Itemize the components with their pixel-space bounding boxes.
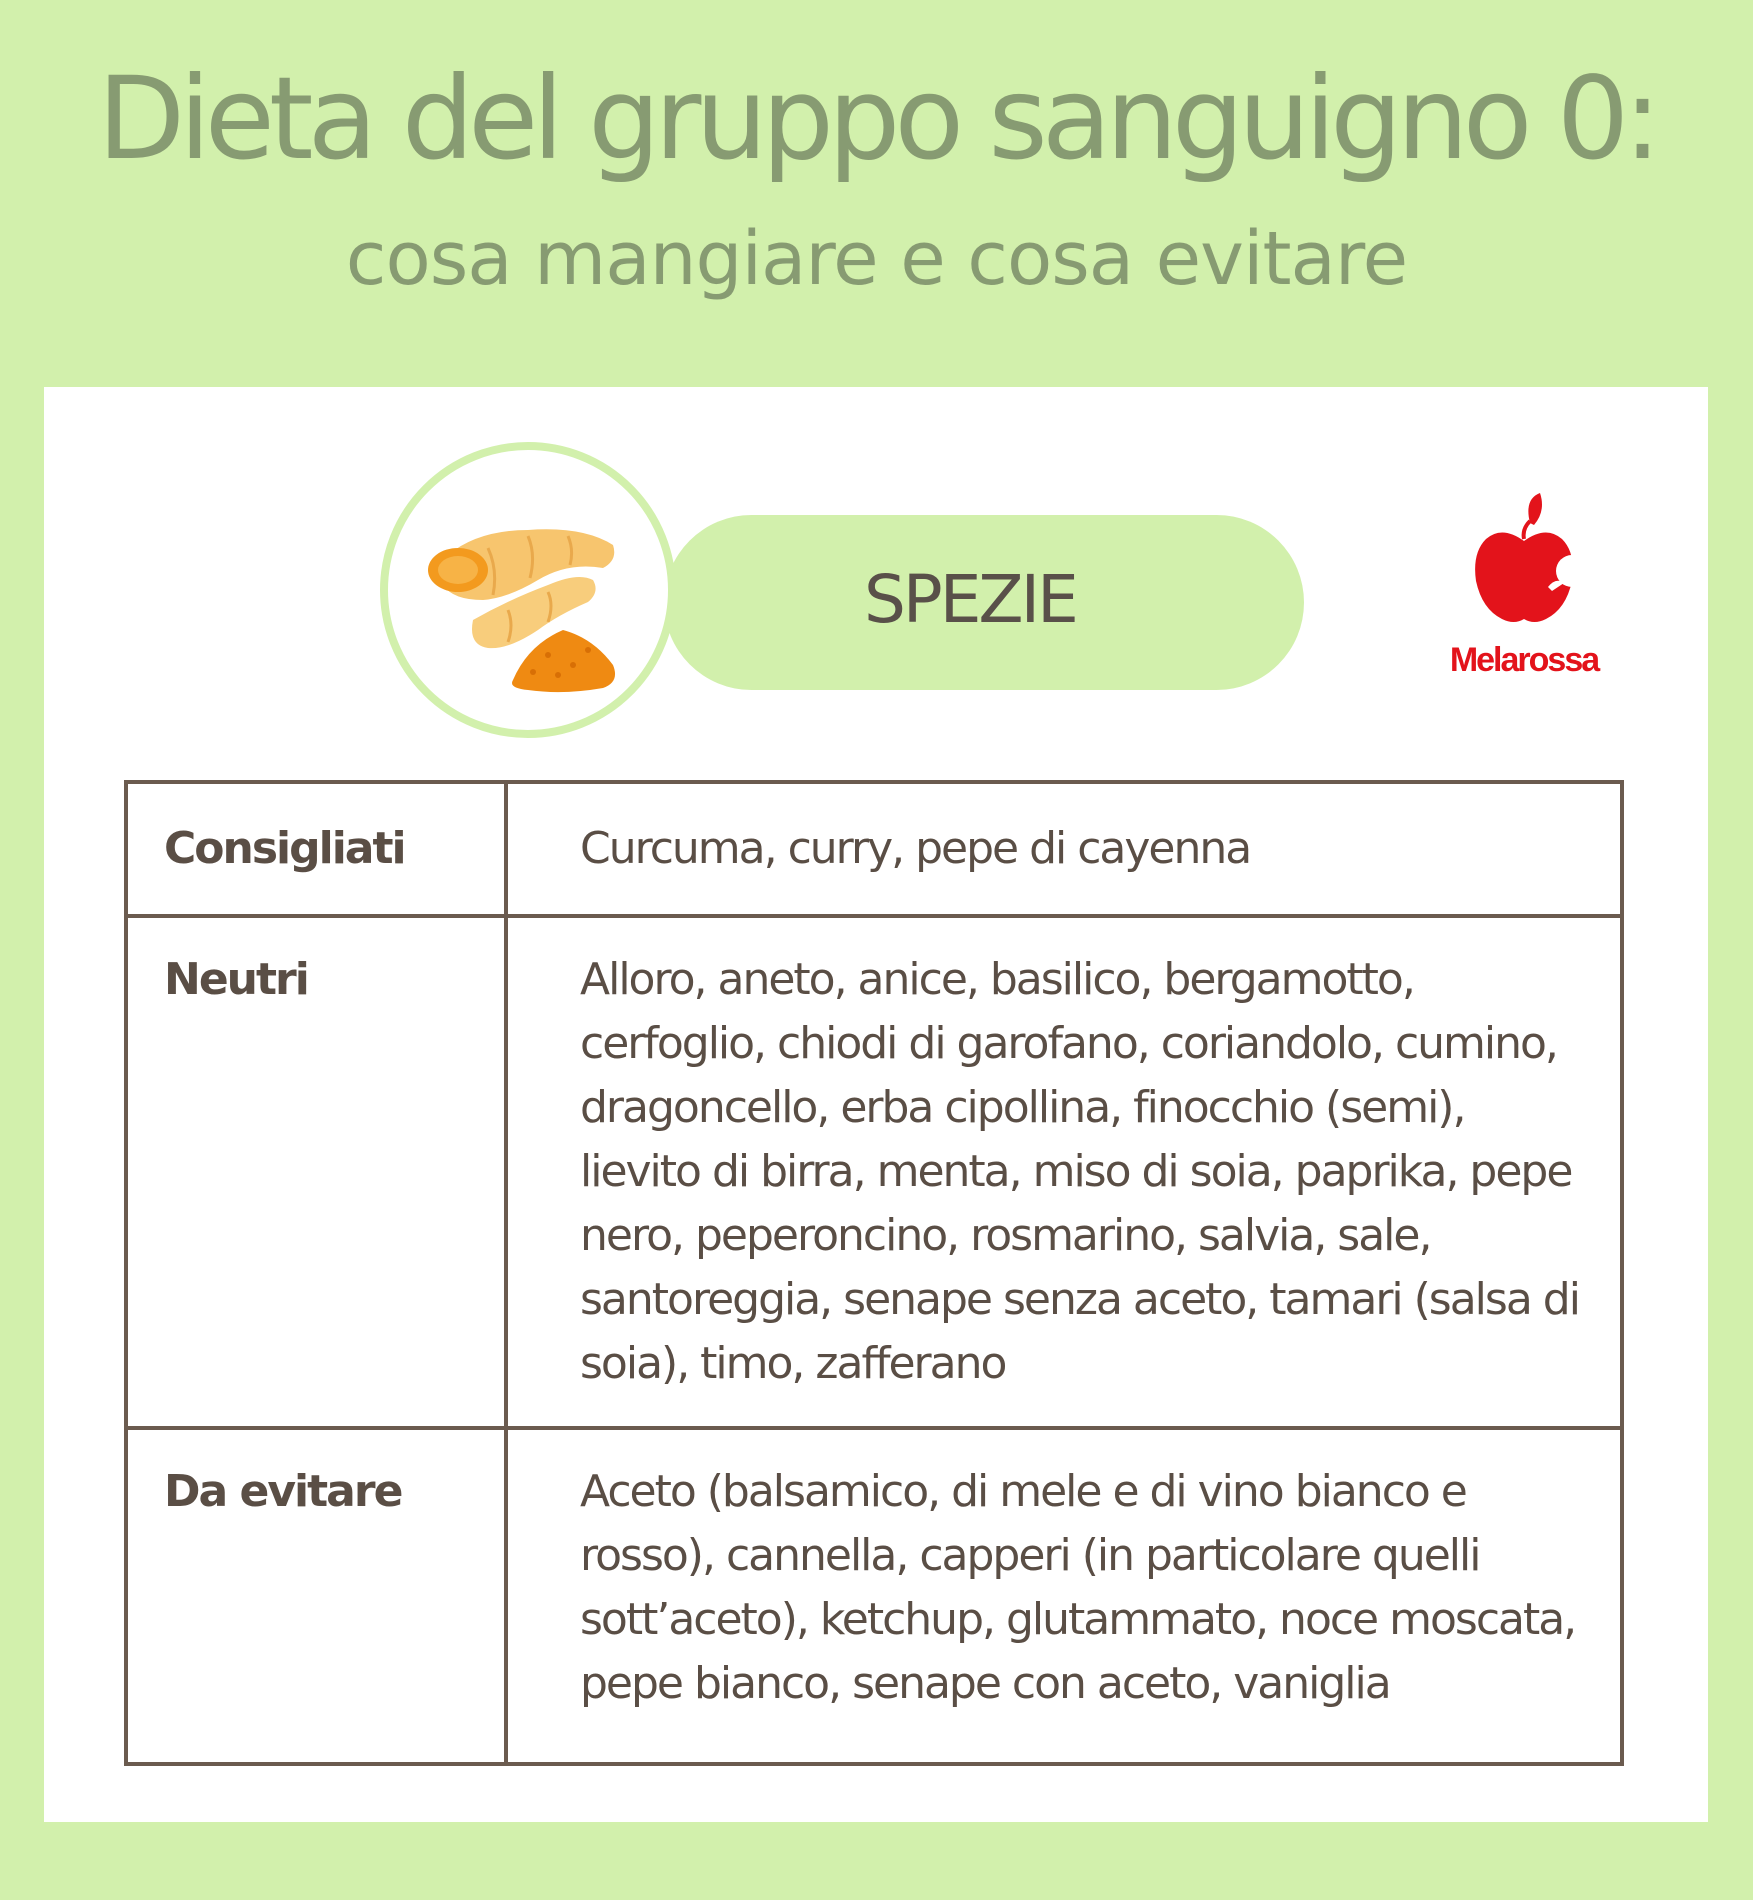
apple-logo-icon — [1472, 491, 1576, 641]
spice-table — [124, 780, 1624, 1766]
brand-logo — [1424, 491, 1624, 691]
brand-name: Melarossa — [1449, 641, 1599, 679]
content-card — [44, 387, 1708, 1822]
row-category: Neutri — [164, 954, 308, 1005]
row-category: Consigliati — [164, 823, 405, 874]
row-category: Da evitare — [164, 1466, 402, 1517]
row-items: Aceto (balsamico, di mele e di vino bianco e rosso), cannella, capperi (in particolare quelli sott’aceto), ketchup, glutammato, noce moscata, pepe bianco, senape con aceto, vaniglia — [580, 1466, 1576, 1709]
row-items: Alloro, aneto, anice, basilico, bergamotto, cerfoglio, chiodi di garofano, coriandolo, cumino, dragoncello, erba cipollina, finocchio (semi), lievito di birra, menta, miso di soia, paprika, pepe nero, peperoncino, rosmarino, salvia, sale, santoreggia, senape senza aceto, tamari (salsa di soia), timo, zafferano — [580, 954, 1579, 1389]
page-title: Dieta del gruppo sanguigno 0: — [97, 52, 1656, 185]
table-row — [126, 782, 1622, 916]
table-row — [126, 1428, 1622, 1764]
turmeric-root-icon — [388, 450, 668, 730]
page-subtitle: cosa mangiare e cosa evitare — [345, 216, 1408, 302]
table-row — [126, 916, 1622, 1428]
section-label: SPEZIE — [864, 561, 1076, 638]
row-items: Curcuma, curry, pepe di cayenna — [580, 823, 1251, 874]
section-icon-badge — [380, 442, 676, 738]
